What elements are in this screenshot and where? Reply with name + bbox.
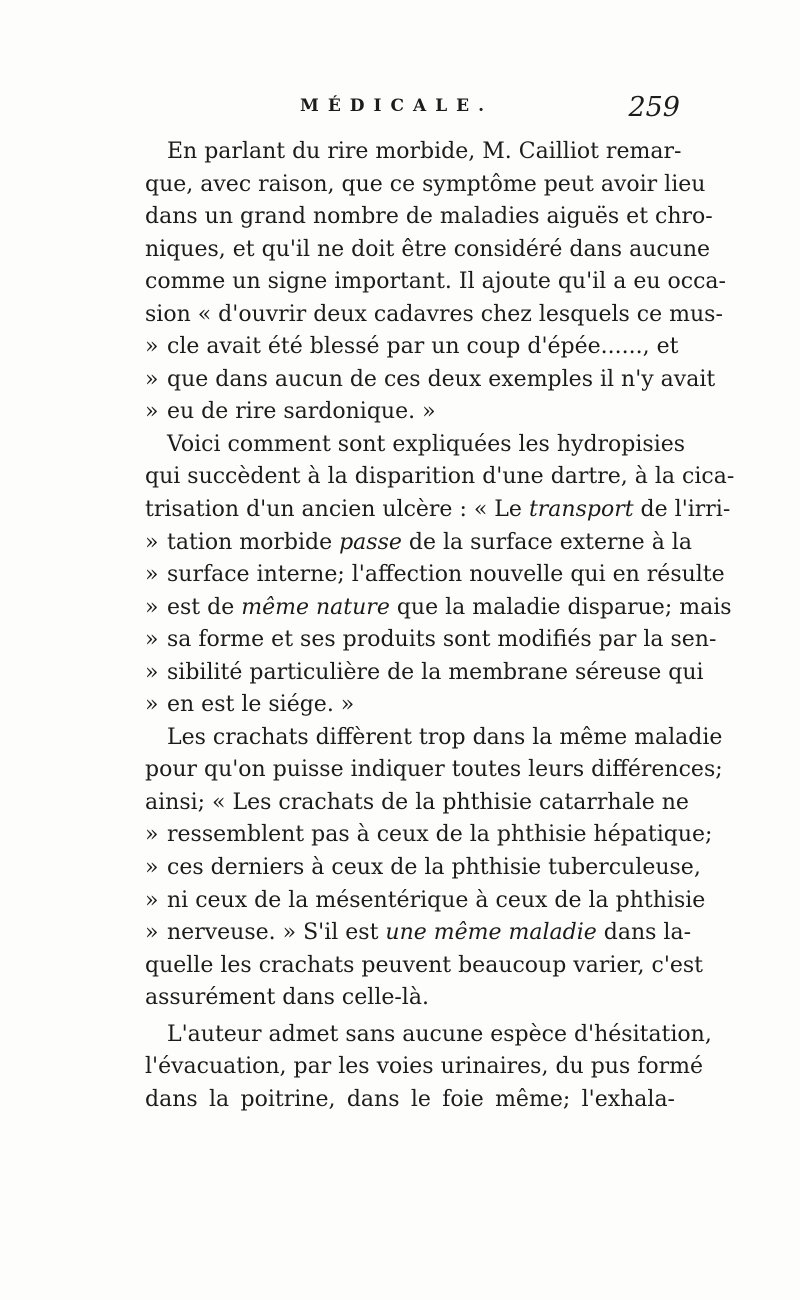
quote-mark: »: [145, 366, 159, 392]
text-segment: trisation d'un ancien ulcère : « Le: [145, 497, 529, 523]
text-segment: que la maladie disparue; mais: [389, 594, 732, 620]
text-line: que, avec raison, que ce symptôme peut avoir lieu: [145, 171, 706, 197]
text-line: [145, 624, 717, 657]
quote-mark: »: [145, 562, 159, 588]
text-line: [145, 689, 675, 722]
italic-segment: une même maladie: [385, 920, 597, 946]
quote-text: surface interne; l'affection nouvelle qui en résulte: [167, 562, 725, 588]
italic-segment: passe: [339, 529, 402, 555]
quote-text: [167, 592, 732, 625]
quote-mark: »: [145, 822, 159, 848]
running-head: MÉDICALE.: [300, 96, 494, 116]
text-segment: nerveuse. » S'il est: [167, 920, 386, 946]
quote-mark: »: [145, 334, 159, 360]
quote-mark: »: [145, 594, 159, 620]
text-line: [145, 559, 725, 592]
text-line: [145, 852, 701, 885]
text-line: niques, et qu'il ne doit être considéré dans aucune: [145, 236, 711, 262]
text-line: sion « d'ouvrir deux cadavres chez lesquels ce mus-: [145, 301, 723, 327]
quote-mark: »: [145, 692, 159, 718]
text-line: [145, 917, 692, 950]
text-line: [145, 396, 675, 429]
quote-text: ni ceux de la mésentérique à ceux de la phthisie: [167, 887, 706, 913]
text-line: [145, 331, 679, 364]
text-segment: tation morbide: [167, 529, 340, 555]
quote-text: [167, 917, 692, 950]
text-line: ainsi; « Les crachats de la phthisie catarrhale ne: [145, 789, 689, 815]
paragraph-1: [145, 136, 726, 429]
text-line: [145, 657, 704, 690]
body-text: [145, 136, 735, 1116]
quote-text: eu de rire sardonique. »: [167, 399, 436, 425]
italic-segment: même nature: [241, 594, 390, 620]
text-line: l'évacuation, par les voies urinaires, du pus formé: [145, 1054, 704, 1080]
text-segment: est de: [167, 594, 242, 620]
text-line: Les crachats diffèrent trop dans la même maladie: [167, 724, 723, 750]
text-line: [145, 885, 706, 918]
quote-text: sibilité particulière de la membrane séreuse qui: [167, 659, 704, 685]
text-line: qui succèdent à la disparition d'une dartre, à la cica-: [145, 464, 735, 490]
text-line: Voici comment sont expliquées les hydropisies: [167, 431, 686, 457]
quote-mark: »: [145, 399, 159, 425]
quote-text: en est le siége. »: [167, 692, 355, 718]
text-line: dans la poitrine, dans le foie même; l'exhala-: [145, 1086, 675, 1112]
quote-mark: »: [145, 659, 159, 685]
text-line: quelle les crachats peuvent beaucoup varier, c'est: [145, 952, 704, 978]
text-line: comme un signe important. Il ajoute qu'il a eu occa-: [145, 269, 726, 295]
text-line: [145, 364, 716, 397]
paragraph-4: [145, 1019, 712, 1117]
quote-text: sa forme et ses produits sont modifiés par la sen-: [167, 627, 717, 653]
text-line: [145, 592, 732, 625]
text-segment: de l'irri-: [633, 497, 731, 523]
quote-text: que dans aucun de ces deux exemples il n'y avait: [167, 366, 716, 392]
quote-mark: »: [145, 887, 159, 913]
text-segment: dans la-: [596, 920, 692, 946]
quote-text: ces derniers à ceux de la phthisie tuberculeuse,: [167, 855, 701, 881]
paragraph-3: [145, 722, 723, 1015]
quote-text: [167, 527, 692, 560]
quote-mark: »: [145, 920, 159, 946]
text-line: [145, 494, 731, 527]
text-line: En parlant du rire morbide, M. Cailliot remar-: [167, 139, 682, 164]
text-line: pour qu'on puisse indiquer toutes leurs différences;: [145, 757, 723, 783]
quote-text: cle avait été blessé par un coup d'épée......, et: [167, 334, 679, 360]
text-line: L'auteur admet sans aucune espèce d'hésitation,: [167, 1021, 712, 1047]
italic-segment: transport: [528, 497, 634, 523]
text-line: [145, 819, 713, 852]
quote-text: ressemblent pas à ceux de la phthisie hépatique;: [167, 822, 713, 848]
text-line: [145, 527, 692, 560]
quote-mark: »: [145, 627, 159, 653]
page-number: 259: [628, 92, 680, 123]
text-segment: de la surface externe à la: [401, 529, 692, 555]
quote-mark: »: [145, 855, 159, 881]
quote-mark: »: [145, 529, 159, 555]
text-line: assurément dans celle-là.: [145, 985, 429, 1011]
paragraph-2: [145, 429, 735, 722]
text-line: dans un grand nombre de maladies aiguës et chro-: [145, 204, 713, 230]
page-header: [140, 92, 680, 122]
